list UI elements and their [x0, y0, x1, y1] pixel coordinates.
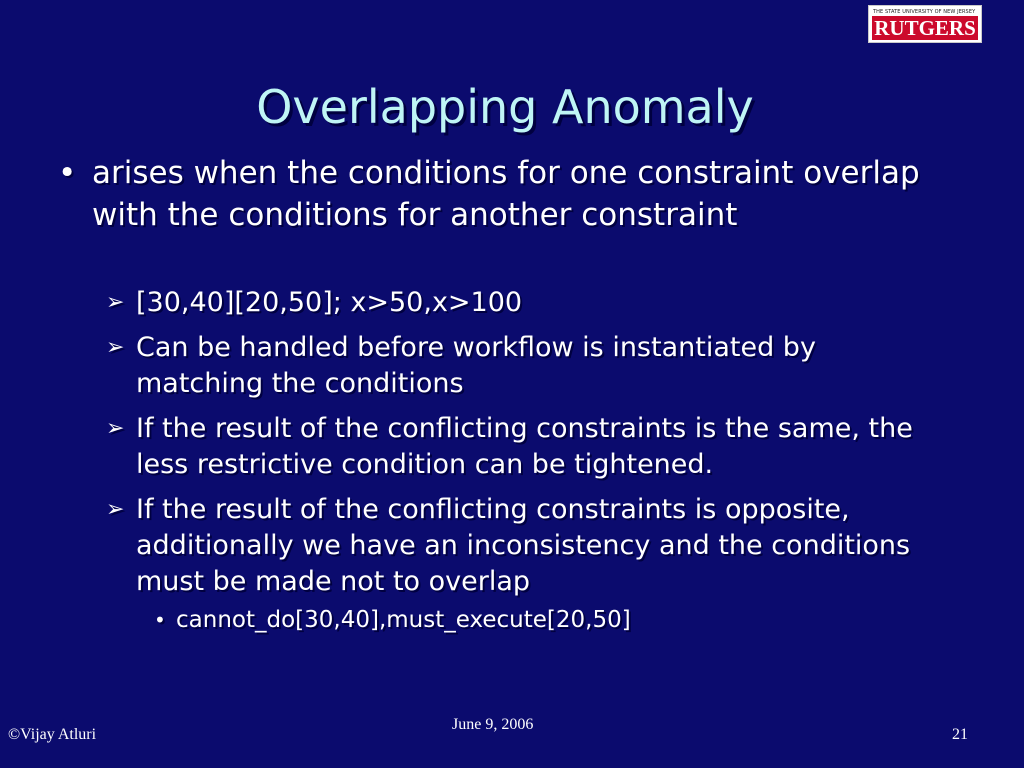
footer-date: June 9, 2006 [452, 716, 534, 733]
sub-bullet-text: If the result of the conflicting constraints is the same, the less restrictive condition can be tightened. [136, 413, 913, 480]
sub-bullet-item [106, 411, 936, 483]
rutgers-logo [868, 5, 982, 43]
logo-main-text: RUTGERS [872, 16, 978, 40]
arrow-bullet-icon: ➢ [106, 497, 125, 522]
sub-bullet-item [106, 285, 936, 321]
arrow-bullet-icon: ➢ [106, 335, 125, 360]
sub-bullet-text: [30,40][20,50]; x>50,x>100 [136, 287, 523, 318]
sub-bullet-list [106, 285, 936, 635]
main-bullet-text: arises when the conditions for one constraint overlap with the conditions for another constraint [92, 155, 920, 233]
sub-sub-bullet-text: cannot_do[30,40],must_execute[20,50] [176, 607, 631, 633]
logo-top-text: THE STATE UNIVERSITY OF NEW JERSEY [873, 9, 976, 15]
footer-page-number: 21 [952, 726, 968, 743]
arrow-bullet-icon: ➢ [106, 290, 125, 315]
arrow-bullet-icon: ➢ [106, 416, 125, 441]
sub-sub-bullet-item [154, 605, 936, 635]
footer-author: ©Vijay Atluri [8, 726, 97, 743]
main-bullet [58, 152, 938, 236]
sub-bullet-text: Can be handled before workflow is instantiated by matching the conditions [136, 332, 816, 399]
bullet-dot-icon: • [154, 608, 166, 632]
sub-bullet-item [106, 330, 936, 402]
sub-bullet-item [106, 492, 936, 600]
sub-bullet-text: If the result of the conflicting constraints is opposite, additionally we have an inconsistency and the conditions must be made not to overlap [136, 494, 911, 597]
bullet-dot-icon: • [58, 155, 77, 191]
slide-title: Overlapping Anomaly [256, 80, 754, 134]
